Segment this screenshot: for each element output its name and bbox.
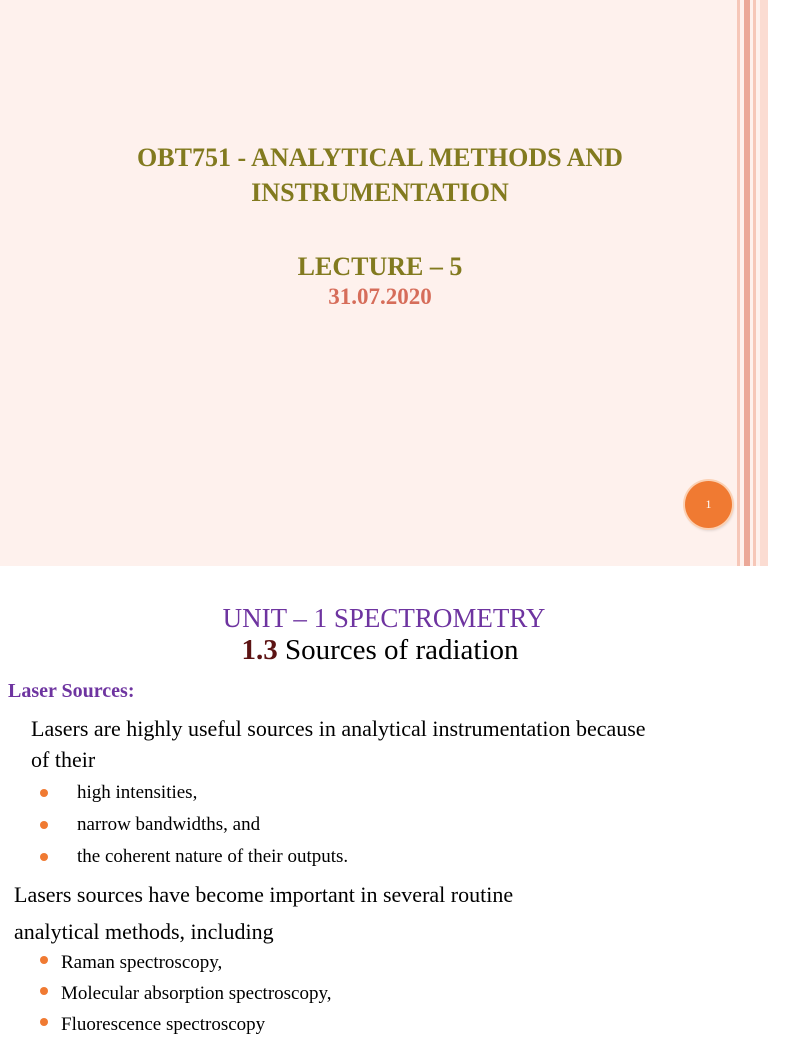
page-number-badge: 1 xyxy=(685,481,732,528)
section-number: 1.3 xyxy=(241,634,278,666)
course-title xyxy=(60,140,700,210)
list-item: Fluorescence spectroscopy xyxy=(40,1010,332,1041)
list-item: the coherent nature of their outputs. xyxy=(40,842,348,874)
slide-border-stripe xyxy=(753,0,756,566)
bullet-dot-icon xyxy=(40,956,48,964)
lecture-number: LECTURE – 5 xyxy=(297,252,463,281)
methods-line: analytical methods, including xyxy=(14,919,274,944)
properties-list xyxy=(40,778,348,874)
list-item: narrow bandwidths, and xyxy=(40,810,348,842)
methods-list xyxy=(40,948,332,1041)
bullet-dot-icon xyxy=(40,987,48,995)
unit-title: UNIT – 1 SPECTROMETRY xyxy=(222,603,546,633)
section-name: Sources of radiation xyxy=(284,634,519,666)
course-title-line2: INSTRUMENTATION xyxy=(251,178,509,207)
title-block xyxy=(60,140,700,312)
list-item: high intensities, xyxy=(40,778,348,810)
bullet-dot-icon xyxy=(40,789,48,797)
slide-border-stripe xyxy=(737,0,740,566)
laser-sources-heading: Laser Sources: xyxy=(8,680,135,702)
content-slide xyxy=(0,566,768,1035)
slide-border-stripe xyxy=(744,0,750,566)
methods-paragraph xyxy=(14,876,513,950)
list-item: Molecular absorption spectroscopy, xyxy=(40,979,332,1010)
bullet-dot-icon xyxy=(40,853,48,861)
slide-border-stripe xyxy=(760,0,768,566)
course-title-line1: OBT751 - ANALYTICAL METHODS AND xyxy=(137,143,623,172)
list-item: Raman spectroscopy, xyxy=(40,948,332,979)
lecture-date: 31.07.2020 xyxy=(328,284,432,309)
bullet-dot-icon xyxy=(40,1018,48,1026)
methods-line: Lasers sources have become important in several routine xyxy=(14,882,514,907)
intro-line: of their xyxy=(31,747,96,772)
bullet-dot-icon xyxy=(40,821,48,829)
intro-line: Lasers are highly useful sources in analytical instrumentation because xyxy=(31,716,646,741)
section-title xyxy=(0,633,760,667)
intro-paragraph xyxy=(31,713,791,775)
